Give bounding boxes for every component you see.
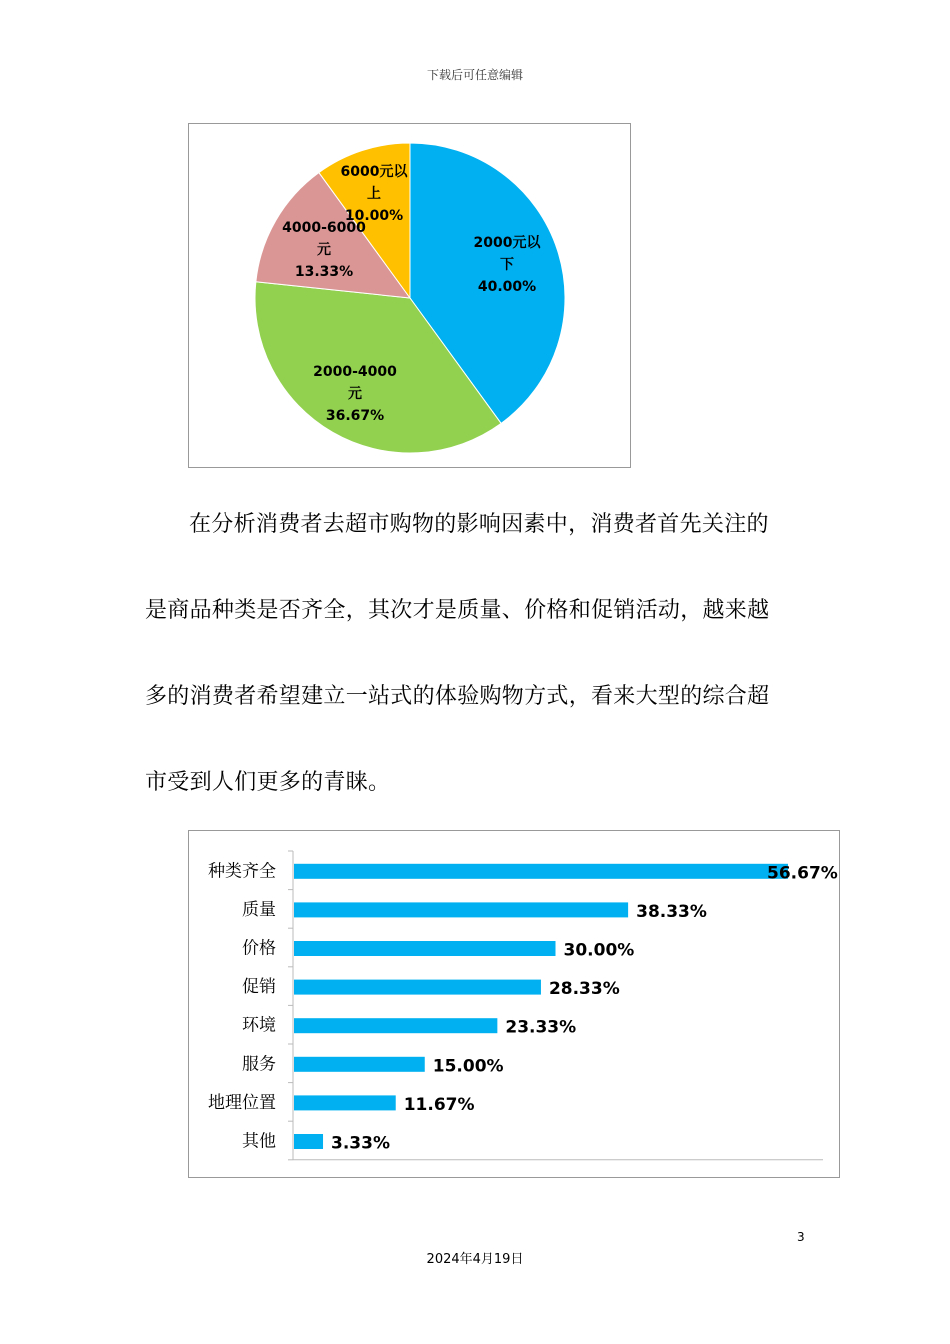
factors-bar-chart (188, 830, 840, 1178)
bar-value-label: 56.67% (767, 863, 838, 884)
pie-label-4-line-3: 10.00% (344, 208, 404, 224)
pie-label-1-line-2: 下 (500, 257, 514, 273)
page-header: 下载后可任意编辑 (426, 68, 523, 82)
bar-value-label: 15.00% (432, 1056, 504, 1077)
bar-value-label: 28.33% (548, 979, 620, 1000)
bar-mark (294, 1057, 425, 1072)
body-line-2: 是商品种类是否齐全，其次才是质量、价格和促销活动，越来越 (145, 598, 770, 623)
body-line-1: 在分析消费者去超市购物的影响因素中，消费者首先关注的 (189, 512, 769, 537)
bar-category-label: 其他 (242, 1131, 276, 1152)
bar-category-label: 地理位置 (208, 1092, 276, 1113)
bar-mark (294, 980, 541, 995)
pie-label-4-line-2: 上 (367, 186, 381, 202)
bar-category-label: 价格 (242, 938, 276, 959)
bar-mark (294, 902, 628, 917)
bar-mark (294, 864, 788, 879)
bar-category-label: 服务 (242, 1054, 276, 1075)
page-number: 3 (797, 1230, 805, 1244)
pie-label-2-line-1: 2000-4000 (313, 364, 397, 380)
income-pie-chart (188, 123, 631, 468)
pie-label-3-line-3: 13.33% (294, 264, 354, 280)
pie-label-2-line-3: 36.67% (325, 408, 385, 424)
pie-label-1-line-1: 2000元以 (473, 235, 541, 251)
pie-label-3-line-1: 4000-6000 (282, 220, 366, 236)
bar-value-label: 30.00% (563, 940, 635, 961)
body-line-3: 多的消费者希望建立一站式的体验购物方式，看来大型的综合超 (145, 684, 770, 709)
bar-value-label: 3.33% (331, 1133, 391, 1154)
bar-value-label: 11.67% (403, 1094, 475, 1115)
pie-label-1-line-3: 40.00% (477, 279, 537, 295)
bar-mark (294, 1095, 396, 1110)
bar-chart-svg (189, 831, 841, 1179)
pie-chart-svg (189, 124, 632, 469)
bar-mark (294, 1134, 323, 1149)
bar-category-label: 质量 (242, 899, 276, 920)
bar-mark (294, 1018, 497, 1033)
body-line-4: 市受到人们更多的青睐。 (145, 770, 391, 795)
bar-category-label: 种类齐全 (208, 861, 276, 882)
bar-value-label: 38.33% (636, 901, 707, 922)
bar-category-label: 环境 (242, 1015, 276, 1036)
bar-mark (294, 941, 556, 956)
pie-label-3-line-2: 元 (317, 242, 331, 258)
pie-label-2-line-2: 元 (348, 386, 362, 402)
body-paragraph (145, 482, 795, 826)
page-footer-date: 2024年4月19日 (426, 1252, 524, 1267)
pie-label-4-line-1: 6000元以 (340, 164, 408, 180)
bar-value-label: 23.33% (505, 1017, 577, 1038)
bar-category-label: 促销 (242, 977, 276, 998)
